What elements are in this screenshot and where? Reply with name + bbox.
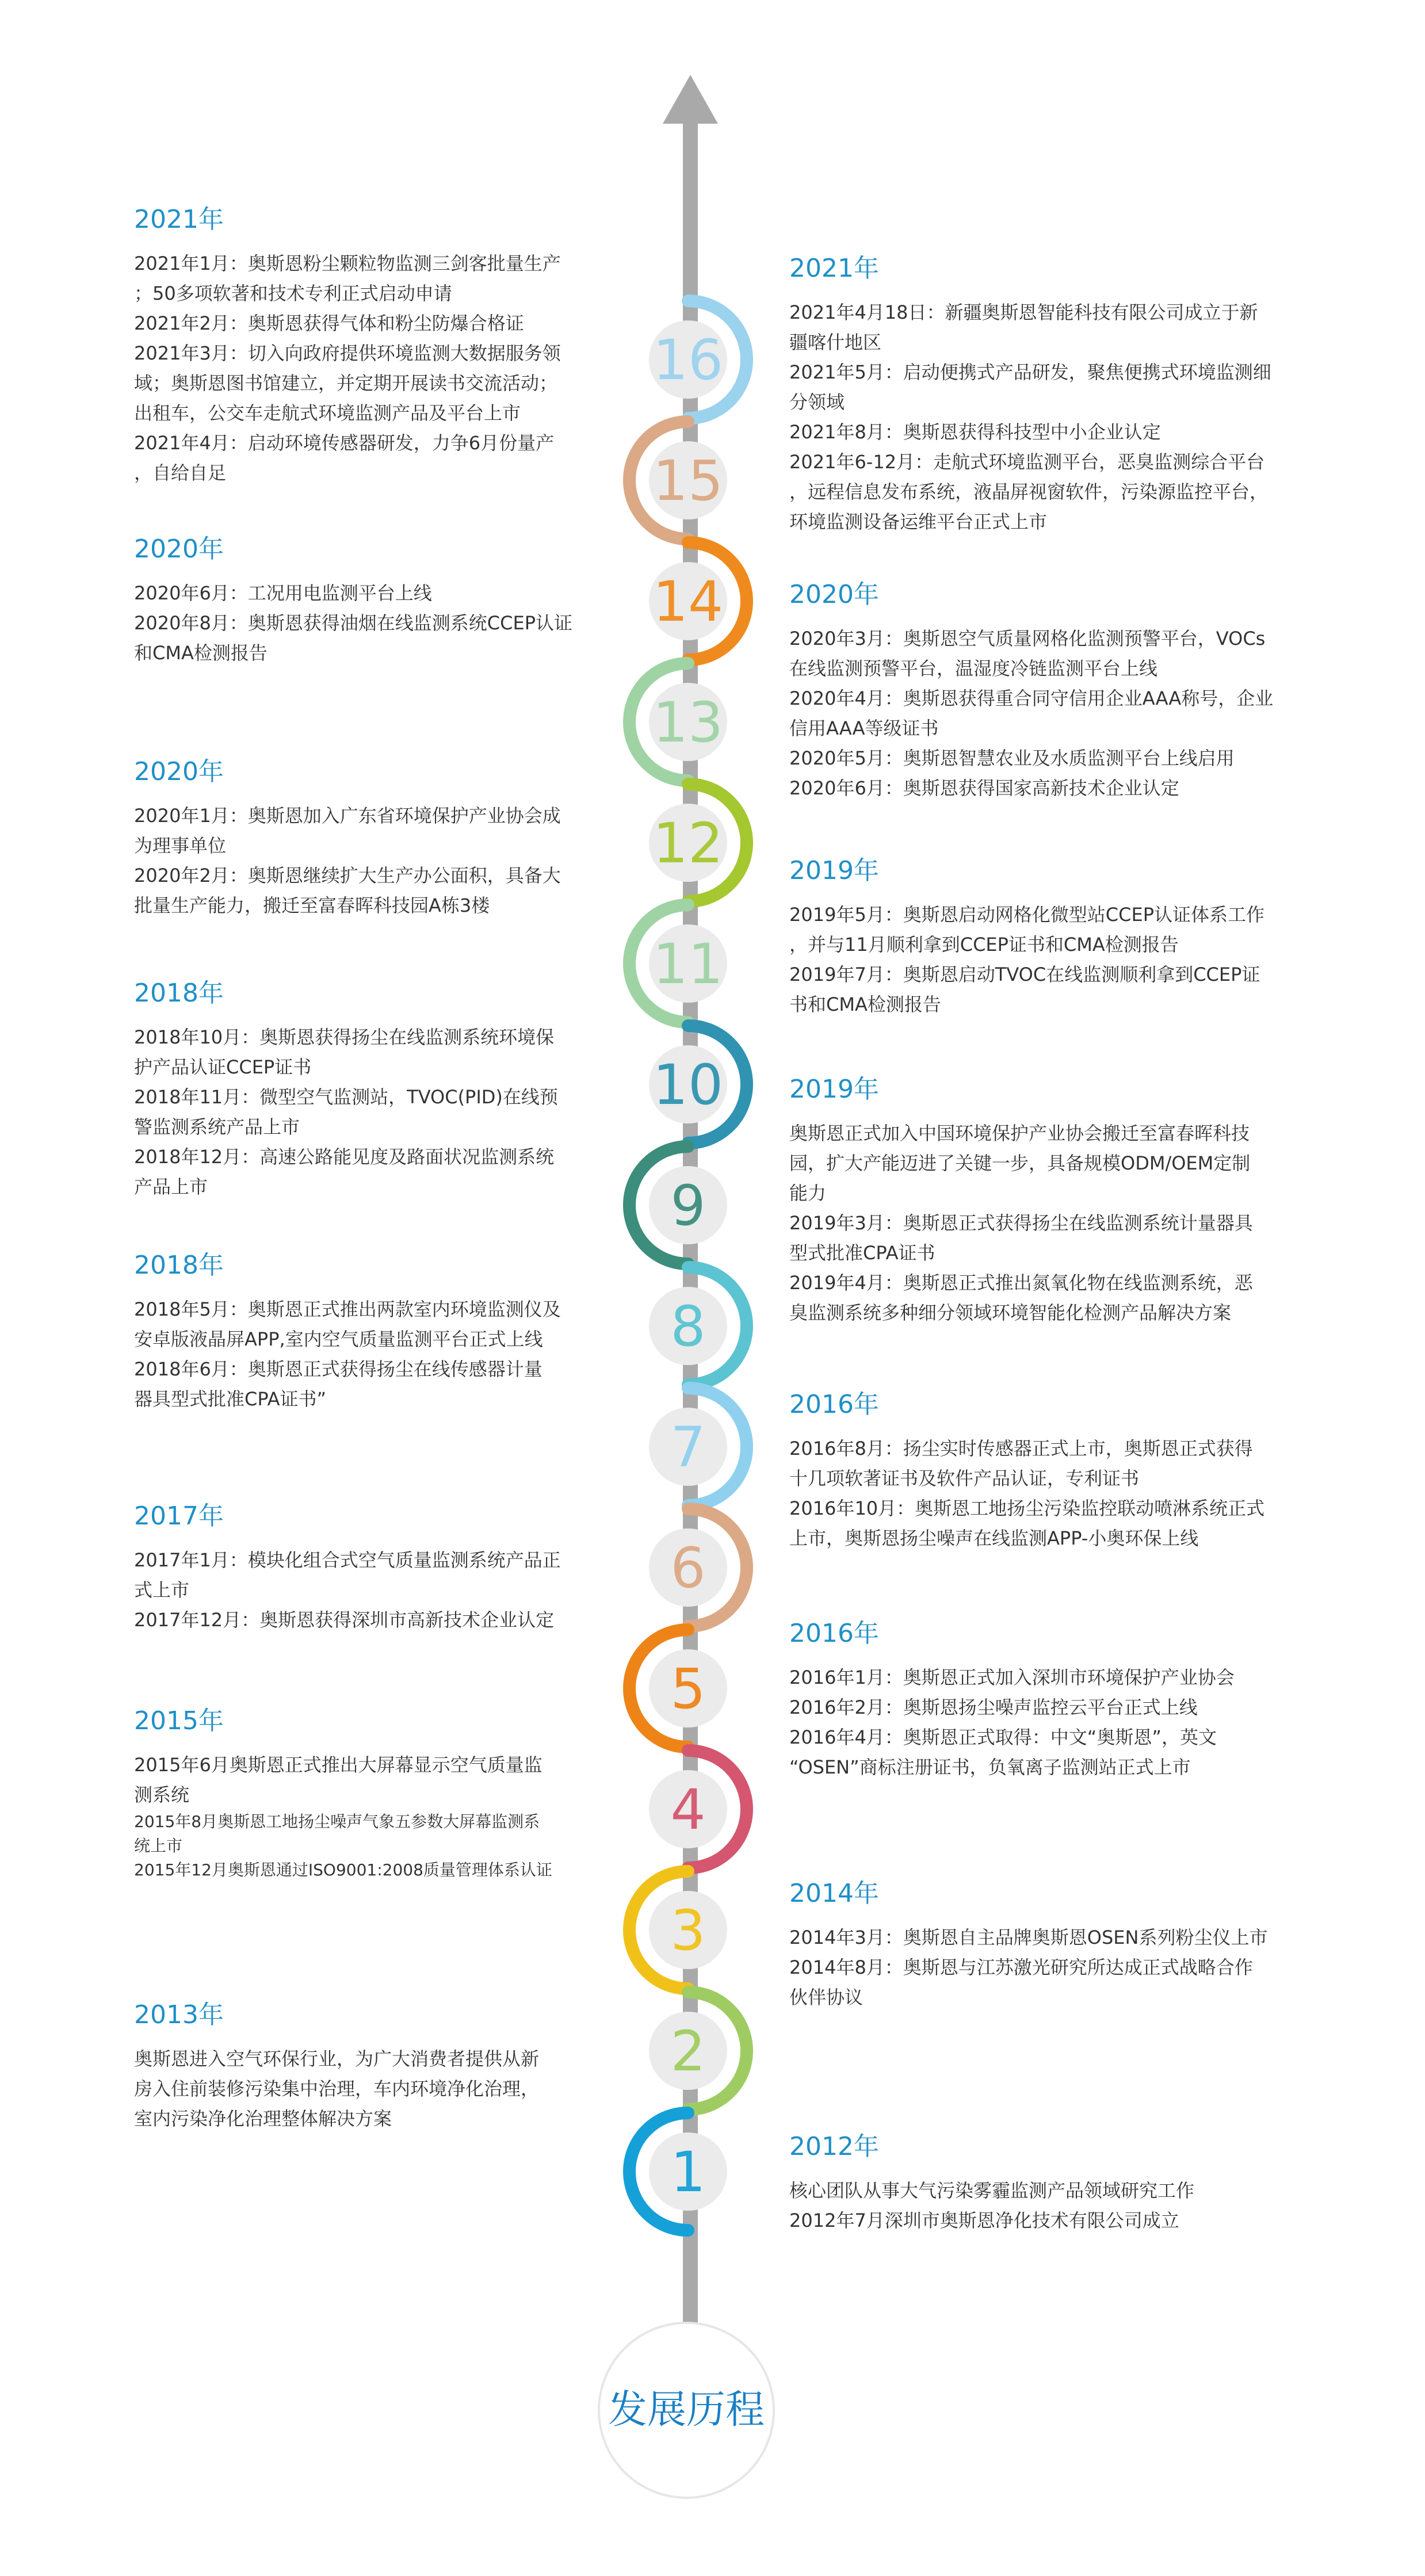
event-text: 警监测系统产品上市 [134,1116,300,1138]
event-text: ，远程信息发布系统，液晶屏视窗软件，污染源监控平台， [789,481,1269,503]
node-number: 6 [670,1536,706,1600]
event-text: 2014年3月：奥斯恩自主品牌奥斯恩OSEN系列粉尘仪上市 [789,1927,1268,1948]
right-block-2020 [789,578,1319,803]
event-text: 2018年12月：高速公路能见度及路面状况监测系统 [134,1146,555,1168]
left-block-2021 [134,202,600,488]
event-text: 核心团队从事大气污染雾霾监测产品领域研究工作 [789,2180,1195,2202]
event-text: 2019年3月：奥斯恩正式获得扬尘在线监测系统计量器具 [789,1212,1253,1234]
event-text: 批量生产能力，搬迁至富春晖科技园A栋3楼 [134,895,490,916]
event-text: 2016年8月：扬尘实时传感器正式上市，奥斯恩正式获得 [789,1438,1253,1459]
year-label: 2018年 [134,979,224,1008]
event-text: 2012年7月深圳市奥斯恩净化技术有限公司成立 [789,2210,1179,2231]
event-text: ，自给自足 [134,462,227,484]
event-text: 型式批准CPA证书 [789,1242,935,1264]
node-number: 11 [652,932,724,996]
event-text: 出租车，公交车走航式环境监测产品及平台上市 [134,402,521,424]
event-text: 式上市 [134,1579,190,1601]
node-number: 7 [670,1415,706,1480]
event-text: 十几项软著证书及软件产品认证，专利证书 [789,1467,1140,1489]
event-text: 在线监测预警平台，温湿度冷链监测平台上线 [789,658,1158,679]
event-text: 分领域 [789,391,845,413]
right-block-2019b [789,1072,1319,1328]
left-block-2017 [134,1499,600,1635]
right-block-2014 [789,1876,1319,2012]
year-label: 2019年 [789,1075,879,1104]
event-text: 2019年7月：奥斯恩启动TVOC在线监测顺利拿到CCEP证 [789,964,1260,985]
event-text: 环境监测设备运维平台正式上市 [789,511,1048,533]
event-text: 2016年10月：奥斯恩工地扬尘污染监控联动喷淋系统正式 [789,1497,1265,1519]
event-text: 2021年3月：切入向政府提供环境监测大数据服务领 [134,342,561,364]
event-text: 2020年6月：奥斯恩获得国家高新技术企业认定 [789,777,1179,799]
event-text: 2018年11月：微型空气监测站，TVOC(PID)在线预 [134,1086,558,1108]
event-text: 2018年5月：奥斯恩正式推出两款室内环境监测仪及 [134,1298,561,1320]
event-text: 2021年8月：奥斯恩获得科技型中小企业认定 [789,421,1161,443]
event-text: 房入住前装修污染集中治理，车内环境净化治理， [134,2078,540,2100]
right-block-2012 [789,2130,1319,2235]
right-block-2016a [789,1388,1319,1553]
year-label: 2019年 [789,856,879,885]
year-label: 2017年 [134,1501,224,1531]
event-text: 上市，奥斯恩扬尘噪声在线监测APP-小奥环保上线 [789,1527,1199,1549]
event-text: 和CMA检测报告 [134,642,268,664]
year-label: 2014年 [789,1879,879,1908]
left-block-2020b [134,755,600,920]
year-label: 2021年 [789,254,879,283]
event-text: 2021年5月：启动便携式产品研发，聚焦便携式环境监测细 [789,361,1271,383]
event-text: 2018年10月：奥斯恩获得扬尘在线监测系统环境保 [134,1026,555,1048]
event-text: 2016年2月：奥斯恩扬尘噪声监控云平台正式上线 [789,1696,1198,1718]
event-text: 2016年4月：奥斯恩正式取得：中文“奥斯恩”，英文 [789,1726,1217,1748]
node-number: 9 [670,1174,706,1238]
event-text: 2016年1月：奥斯恩正式加入深圳市环境保护产业协会 [789,1667,1235,1688]
node-number: 12 [652,811,724,876]
node-number: 15 [652,449,724,513]
event-text: 2020年6月：工况用电监测平台上线 [134,582,432,604]
year-label: 2020年 [134,534,224,564]
event-text: 2017年1月：模块化组合式空气质量监测系统产品正 [134,1549,561,1571]
event-text: 2015年8月奥斯恩工地扬尘噪声气象五参数大屏幕监测系 [134,1812,540,1831]
event-text: 2019年5月：奥斯恩启动网格化微型站CCEP认证体系工作 [789,904,1265,926]
left-block-2018b [134,1248,600,1414]
node-number: 4 [670,1778,706,1842]
node-number: 1 [670,2140,706,2204]
event-text: 2020年2月：奥斯恩继续扩大生产办公面积，具备大 [134,865,561,886]
event-text: 2021年1月：奥斯恩粉尘颗粒物监测三剑客批量生产 [134,253,561,274]
event-text: 能力 [789,1182,827,1204]
year-label: 2016年 [789,1619,879,1648]
event-text: ；50多项软著和技术专利正式启动申请 [134,282,452,304]
event-text: 书和CMA检测报告 [789,993,941,1015]
year-label: 2013年 [134,2000,224,2030]
event-text: 2014年8月：奥斯恩与江苏激光研究所达成正式战略合作 [789,1956,1253,1978]
event-text: 2021年6-12月：走航式环境监测平台，恶臭监测综合平台 [789,451,1265,473]
event-text: 2021年2月：奥斯恩获得气体和粉尘防爆合格证 [134,312,524,334]
event-text: 器具型式批准CPA证书” [134,1388,327,1410]
node-number: 16 [652,328,724,392]
event-text: 2015年12月奥斯恩通过ISO9001:2008质量管理体系认证 [134,1860,552,1879]
event-text: 测系统 [134,1784,190,1806]
left-block-2020a [134,532,600,668]
node-number: 5 [670,1657,706,1721]
event-text: 护产品认证CCEP证书 [134,1056,312,1078]
right-block-2019a [789,854,1319,1019]
node-number: 2 [670,2019,706,2084]
event-text: 2017年12月：奥斯恩获得深圳市高新技术企业认定 [134,1609,555,1631]
event-text: 臭监测系统多种细分领域环境智能化检测产品解决方案 [789,1302,1232,1324]
event-text: 园，扩大产能迈进了关键一步，具备规模ODM/OEM定制 [789,1152,1251,1174]
event-text: 2020年5月：奥斯恩智慧农业及水质监测平台上线启用 [789,747,1235,769]
node-number: 10 [652,1053,724,1117]
event-text: 2020年1月：奥斯恩加入广东省环境保护产业协会成 [134,805,561,827]
event-text: 安卓版液晶屏APP,室内空气质量监测平台正式上线 [134,1328,543,1350]
node-number: 3 [670,1898,706,1963]
year-label: 2016年 [789,1390,879,1419]
year-label: 2012年 [789,2132,879,2161]
event-text: 2018年6月：奥斯恩正式获得扬尘在线传感器计量 [134,1358,543,1380]
arrow-up-icon [663,75,718,124]
left-block-2013 [134,1998,600,2134]
event-text: 2020年8月：奥斯恩获得油烟在线监测系统CCEP认证 [134,612,573,634]
right-block-2016b [789,1616,1319,1782]
event-text: 2021年4月18日：新疆奥斯恩智能科技有限公司成立于新 [789,301,1258,323]
event-text: 域；奥斯恩图书馆建立，并定期开展读书交流活动； [134,372,558,394]
event-text: 奥斯恩进入空气环保行业，为广大消费者提供从新 [134,2048,540,2070]
event-text: 2021年4月：启动环境传感器研发，力争6月份量产 [134,432,555,454]
node-number: 14 [652,570,724,634]
year-label: 2015年 [134,1706,224,1736]
event-text: 2020年4月：奥斯恩获得重合同守信用企业AAA称号，企业 [789,687,1274,709]
event-text: 产品上市 [134,1176,208,1198]
event-text: 室内污染净化治理整体解决方案 [134,2108,392,2130]
event-text: 信用AAA等级证书 [789,717,939,739]
year-label: 2021年 [134,205,224,234]
event-text: 为理事单位 [134,835,227,857]
node-number: 8 [670,1294,706,1359]
event-text: 伙伴协议 [789,1986,864,2008]
event-text: “OSEN”商标注册证书，负氧离子监测站正式上市 [789,1756,1191,1778]
year-label: 2020年 [789,580,879,609]
event-text: 疆喀什地区 [789,331,882,353]
left-block-2015 [134,1704,600,1882]
event-text: 统上市 [134,1836,183,1855]
left-block-2018a [134,976,600,1202]
year-label: 2020年 [134,757,224,786]
event-text: 2015年6月奥斯恩正式推出大屏幕显示空气质量监 [134,1754,543,1776]
event-text: 奥斯恩正式加入中国环境保护产业协会搬迁至富春晖科技 [789,1122,1250,1144]
event-text: 2020年3月：奥斯恩空气质量网格化监测预警平台，VOCs [789,628,1266,649]
event-text: ，并与11月顺利拿到CCEP证书和CMA检测报告 [789,934,1179,956]
node-number: 13 [652,690,724,755]
right-block-2021 [789,251,1319,537]
page-title: 发展历程 [608,2387,765,2433]
year-label: 2018年 [134,1251,224,1280]
event-text: 2019年4月：奥斯恩正式推出氮氧化物在线监测系统，恶 [789,1272,1253,1294]
